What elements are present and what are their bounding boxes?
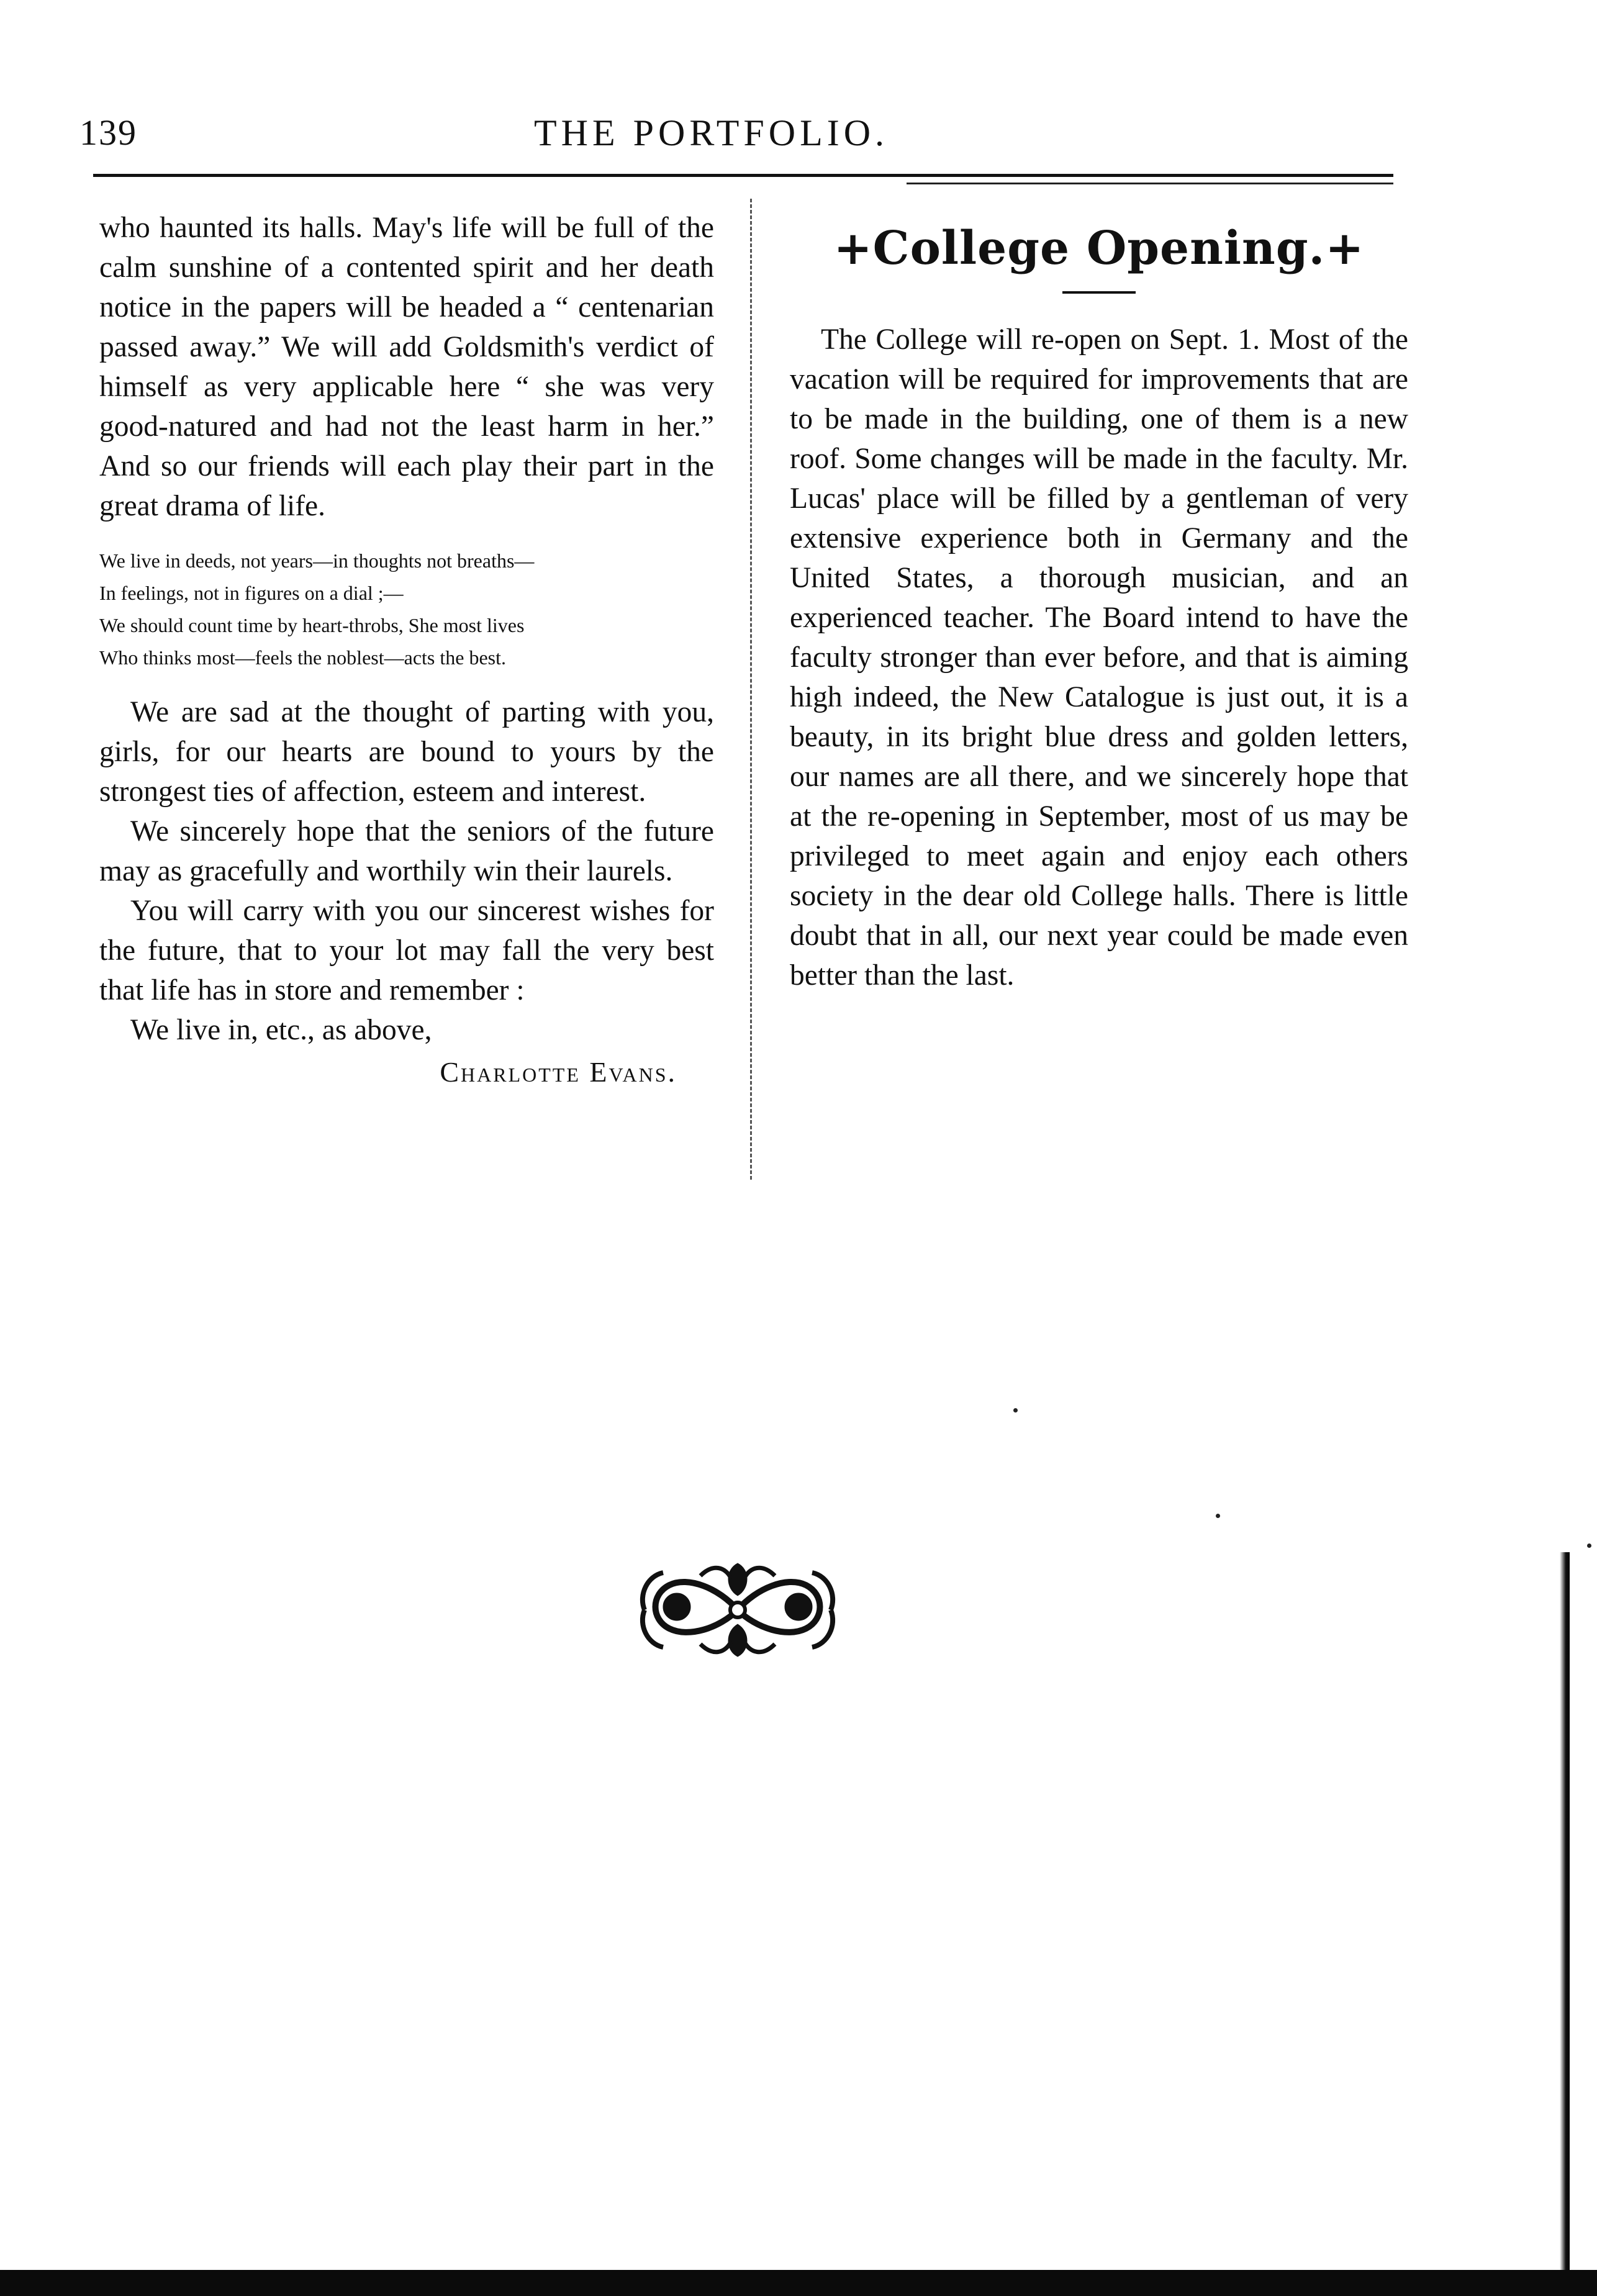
scan-speck xyxy=(1013,1408,1018,1412)
left-paragraph-1: who haunted its halls. May's life will be full of the calm sunshine of a contented spirit and her death notice in the papers will be headed a “ centenarian passed away.” We will add Goldsmith's verdict of himself as very applicable here “ she was very good-natured and had not the least harm in her.” And so our friends will each play their part in the great drama of life. xyxy=(99,212,714,522)
left-paragraph-4: You will carry with you our sincerest wishes for the future, that to your lot may fall the very best that life has in store and remember : xyxy=(99,895,714,1006)
left-column xyxy=(99,208,714,1092)
left-paragraph-2: We are sad at the thought of parting with you, girls, for our hearts are bound to yours by the strongest ties of affection, esteem and interest. xyxy=(99,696,714,808)
running-title: THE PORTFOLIO. xyxy=(534,112,889,153)
left-paragraph-5: We live in, etc., as above, xyxy=(130,1014,432,1046)
scan-speck xyxy=(1216,1514,1220,1518)
page-edge-right xyxy=(1560,1552,1570,2296)
left-paragraph-3: We sincerely hope that the seniors of the future may as gracefully and worthily win their laurels. xyxy=(99,815,714,887)
header-rule-secondary xyxy=(907,183,1393,184)
verse-line: In feelings, not in figures on a dial ;— xyxy=(99,582,404,604)
column-divider xyxy=(750,199,752,1180)
title-rule xyxy=(1062,291,1136,294)
verse-line: We live in deeds, not years—in thoughts not breaths— xyxy=(99,549,535,572)
page-edge-bottom xyxy=(0,2270,1597,2296)
verse-line: We should count time by heart-throbs, She most lives xyxy=(99,614,525,636)
article-body: The College will re-open on Sept. 1. Most of the vacation will be required for improvements that are to be made in the building, one of them is a new roof. Some changes will be made in the faculty. Mr. Lucas' place will be filled by a gentleman of very extensive experience both in Germany and the United States, a thorough musician, and an experienced teacher. The Board intend to have the faculty stronger than ever before, and that is aiming high indeed, the New Catalogue is just out, it is a beauty, in its bright blue dress and golden letters, our names are all there, and we sincerely hope that at the re-opening in September, most of us may be privileged to meet again and enjoy each others society in the dear old College halls. There is little doubt that in all, our next year could be made even better than the last. xyxy=(790,323,1408,992)
page-number: 139 xyxy=(79,112,137,153)
author-signature: Charlotte Evans. xyxy=(440,1056,677,1088)
right-column xyxy=(790,208,1408,995)
header-rule xyxy=(93,174,1393,177)
scroll-ornament-icon xyxy=(632,1551,843,1669)
verse-line: Who thinks most—feels the noblest—acts the best. xyxy=(99,646,506,669)
verse-block xyxy=(99,545,714,674)
article-title: +College Opening.+ xyxy=(833,222,1365,275)
scan-speck xyxy=(1587,1543,1591,1548)
